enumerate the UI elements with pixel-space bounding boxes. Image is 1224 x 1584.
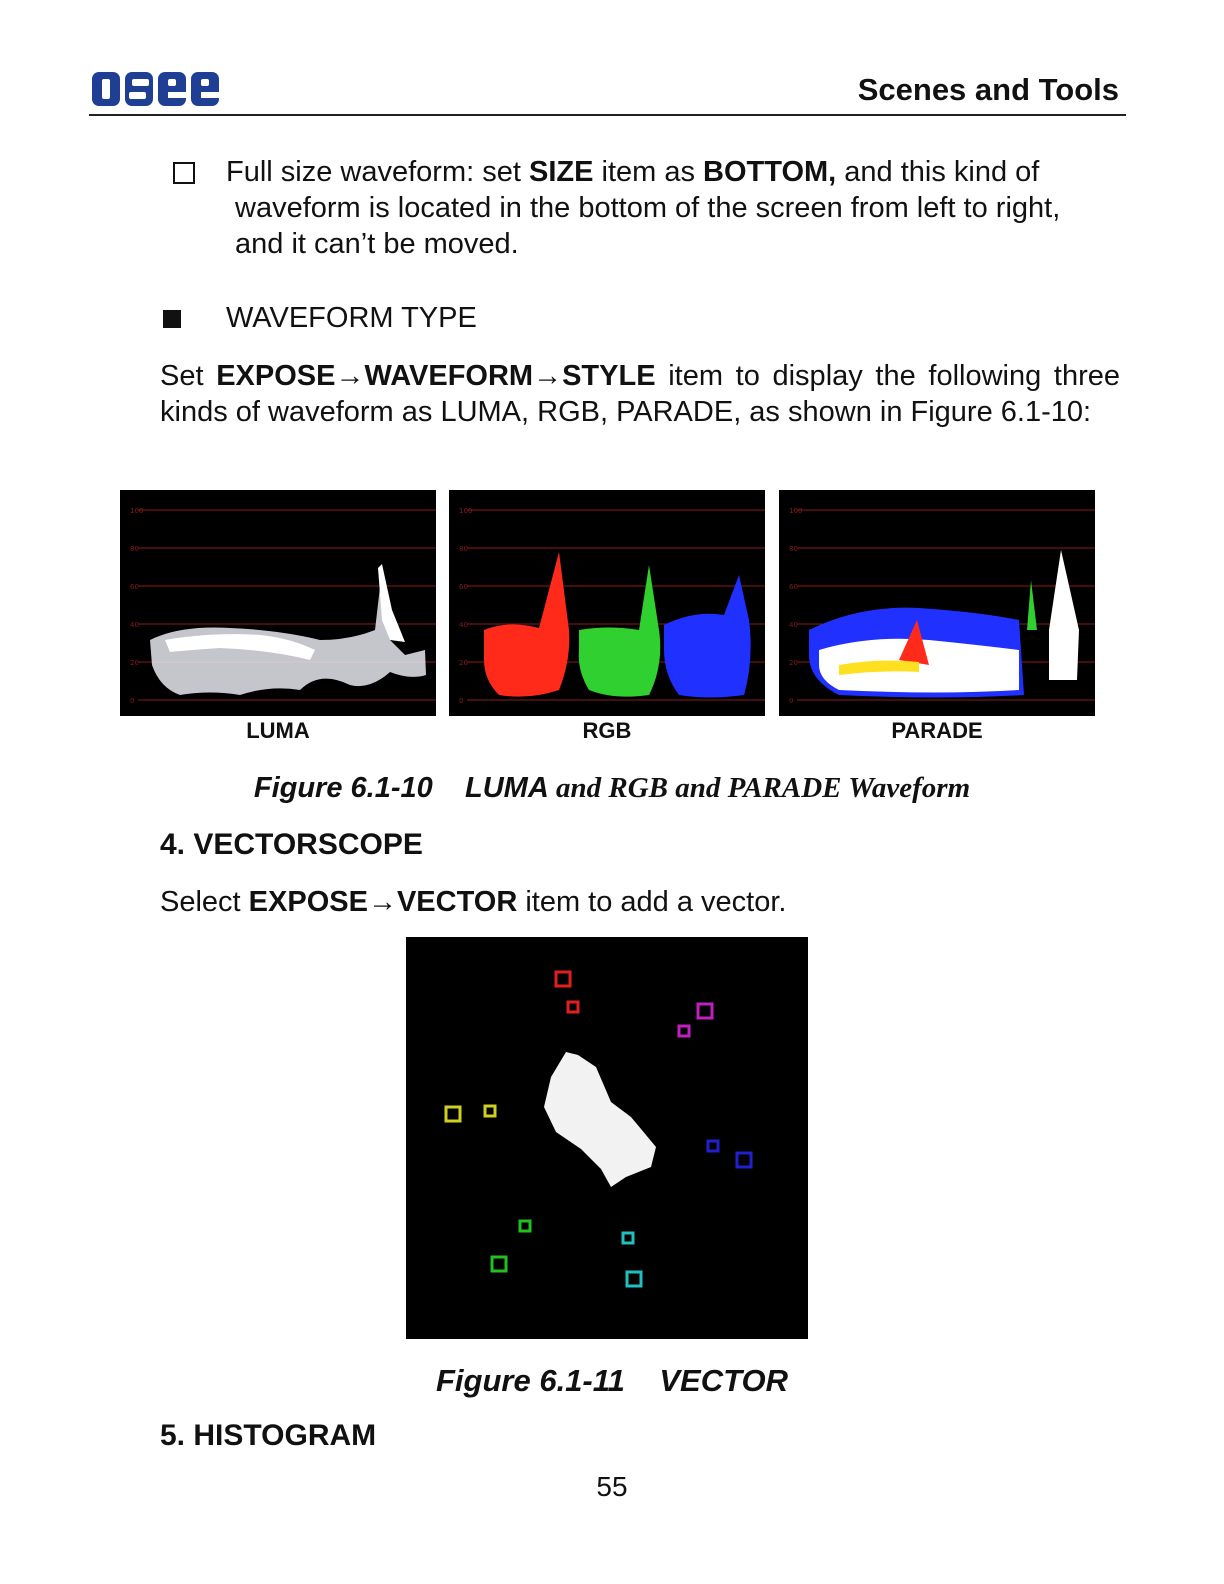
green-target-outer: [492, 1257, 506, 1271]
scale-label: 100: [789, 507, 803, 515]
luma-waveform-graphic: [120, 490, 436, 716]
parade-label: PARADE: [891, 718, 983, 743]
filled-square-bullet-icon: [163, 310, 181, 328]
text-run: Select: [160, 886, 249, 918]
keyword-bottom: BOTTOM,: [703, 156, 837, 188]
figure-6-1-10-caption: [0, 772, 1224, 805]
text-run: Set: [160, 360, 217, 392]
scale-label: 20: [130, 659, 139, 667]
blue-target-outer: [737, 1153, 751, 1167]
cyan-target-inner: [623, 1233, 633, 1243]
rgb-waveform-graphic: [449, 490, 765, 716]
figure-number: Figure 6.1-11: [435, 1363, 625, 1398]
figure-title-rest: and RGB and PARADE Waveform: [548, 772, 971, 804]
text-run: Full size waveform: set: [226, 156, 529, 188]
red-target-outer: [556, 972, 570, 986]
full-size-line-1: [226, 154, 1131, 190]
figure-title: VECTOR: [659, 1363, 788, 1398]
keyword-size: SIZE: [528, 156, 594, 188]
scale-label: 80: [789, 545, 798, 553]
text-run: and this kind of: [836, 156, 1040, 188]
full-size-line-2: waveform is located in the bottom of the screen from left to right,: [235, 192, 1061, 224]
full-size-waveform-paragraph: [226, 154, 1131, 262]
header-divider: [89, 114, 1126, 116]
histogram-heading: 5. HISTOGRAM: [160, 1419, 377, 1452]
scale-label: 40: [789, 621, 798, 629]
page-number: 55: [596, 1471, 628, 1502]
scale-label: 100: [130, 507, 144, 515]
figure-number: Figure 6.1-10: [253, 772, 433, 804]
scale-label: 40: [459, 621, 468, 629]
osee-logo: [92, 70, 222, 108]
figure-title-luma: LUMA: [465, 772, 549, 804]
scale-label: 40: [130, 621, 139, 629]
yellow-target-inner: [485, 1106, 495, 1116]
scale-label: 0: [459, 697, 464, 705]
red-target-inner: [568, 1002, 578, 1012]
cyan-target-outer: [627, 1272, 641, 1286]
magenta-target-inner: [679, 1026, 689, 1036]
green-target-inner: [520, 1221, 530, 1231]
luma-waveform-image: [120, 490, 436, 716]
vectorscope-graphic: [406, 937, 808, 1339]
text-run: item to display the following three kinds of waveform as LUMA, RGB, PARADE, as shown in Figure 6.1-10:: [160, 360, 1120, 428]
scale-label: 20: [459, 659, 468, 667]
vector-trace: [544, 1052, 656, 1187]
scale-label: 0: [789, 697, 794, 705]
scale-label: 80: [459, 545, 468, 553]
waveform-style-paragraph: [160, 358, 1120, 430]
scale-label: 60: [789, 583, 798, 591]
scale-label: 0: [130, 697, 135, 705]
scale-label: 100: [459, 507, 473, 515]
rgb-label: RGB: [582, 718, 632, 743]
parade-waveform-graphic: [779, 490, 1095, 716]
yellow-target-outer: [446, 1107, 460, 1121]
blue-target-inner: [708, 1141, 718, 1151]
waveform-type-heading: WAVEFORM TYPE: [226, 302, 477, 334]
text-run: item to add a vector.: [517, 886, 787, 918]
vectorscope-paragraph: [160, 884, 786, 920]
hollow-square-bullet-icon: [173, 162, 195, 184]
section-title: Scenes and Tools: [857, 72, 1119, 107]
parade-waveform-image: [779, 490, 1095, 716]
text-run: item as: [593, 156, 704, 188]
magenta-target-outer: [698, 1004, 712, 1018]
rgb-waveform-image: [449, 490, 765, 716]
scale-label: 20: [789, 659, 798, 667]
luma-label: LUMA: [246, 718, 310, 743]
figure-6-1-11-caption: [0, 1363, 1224, 1399]
vectorscope-heading: 4. VECTORSCOPE: [160, 828, 423, 861]
menu-path: EXPOSE→VECTOR: [248, 886, 518, 918]
full-size-line-3: and it can’t be moved.: [235, 228, 519, 260]
scale-label: 60: [130, 583, 139, 591]
scale-label: 60: [459, 583, 468, 591]
menu-path: EXPOSE→WAVEFORM→STYLE: [216, 360, 656, 392]
scale-label: 80: [130, 545, 139, 553]
vectorscope-image: [406, 937, 808, 1339]
